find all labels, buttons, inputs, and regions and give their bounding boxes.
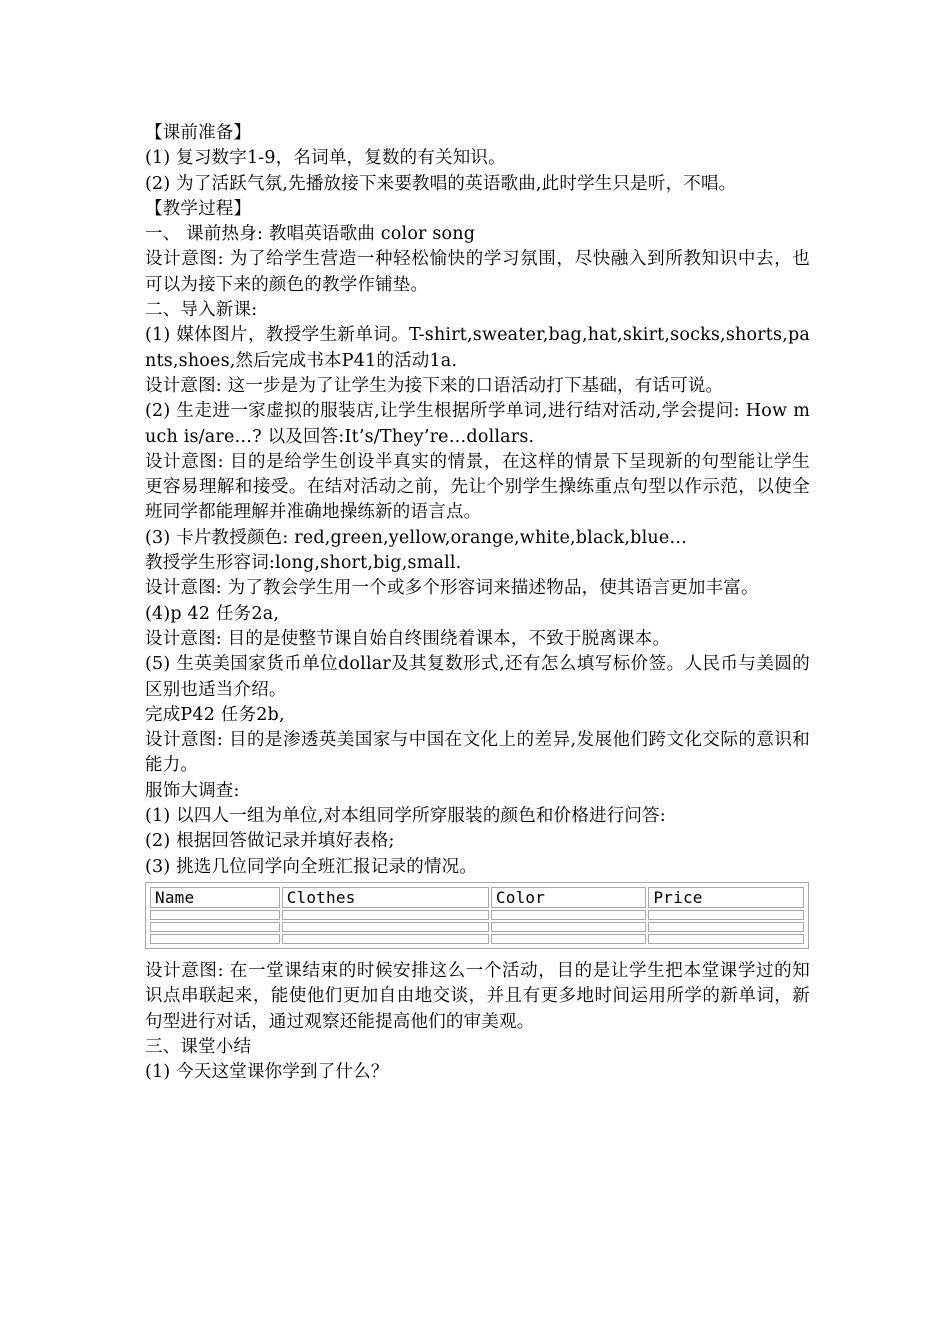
table-cell [648,934,804,944]
table-cell [150,922,280,932]
table-header-row [150,887,804,908]
survey-step: (1) 以四人一组为单位,对本组同学所穿服装的颜色和价格进行问答: [145,806,666,827]
prep-heading: 【课前准备】 [145,123,252,143]
table-cell [491,934,647,944]
table-cell [150,910,280,920]
survey-step: (2) 根据回答做记录并填好表格; [145,831,395,852]
design-intent: 设计意图: 为了教会学生用一个或多个形容词来描述物品，使其语言更加丰富。 [145,578,759,599]
table-cell [282,934,489,944]
section-title: 三、课堂小结 [145,1036,252,1057]
survey-title: 服饰大调查: [145,780,240,801]
table-cell [282,910,489,920]
design-intent: 设计意图: 目的是渗透英美国家与中国在文化上的差异,发展他们跨文化交际的意识和能力。 [145,730,810,776]
step-item: (2) 生走进一家虚拟的服装店,让学生根据所学单词,进行结对活动,学会提问: How much is/are…? 以及回答:It’s/They’re…dollars. [145,401,810,447]
step-item: (1) 媒体图片，教授学生新单词。T-shirt,sweater,bag,hat,skirt,socks,shorts,pants,shoes,然后完成书本P41的活动1a. [145,325,810,371]
table-header-color: Color [491,887,647,908]
survey-step: (3) 挑选几位同学向全班汇报记录的情况。 [145,856,478,877]
table-row [150,934,804,944]
step-item: (4)p 42 任务2a, [145,603,280,624]
step-item: 完成P42 任务2b, [145,704,285,725]
table-row [150,922,804,932]
prep-item: (2) 为了活跃气氛,先播放接下来要教唱的英语歌曲,此时学生只是听，不唱。 [145,173,737,194]
design-intent: 设计意图: 在一堂课结束的时候安排这么一个活动，目的是让学生把本堂课学过的知识点串联起来，能使他们更加自由地交谈，并且有更多地时间运用所学的新单词，新句型进行对话，通过观察还能提高他们的审美观。 [145,960,810,1032]
section-title: 二、导入新课: [145,300,258,321]
design-intent: 设计意图: 为了给学生营造一种轻松愉快的学习氛围，尽快融入到所教知识中去，也可以为接下来的颜色的教学作铺垫。 [145,249,810,295]
step-item: (5) 生英美国家货币单位dollar及其复数形式,还有怎么填写标价签。人民币与美圆的区别也适当介绍。 [145,654,810,700]
table-cell [150,934,280,944]
survey-table [145,882,809,949]
process-heading: 【教学过程】 [145,198,252,219]
warmup-line: 一、 课前热身: 教唱英语歌曲 color song [145,224,476,245]
design-intent: 设计意图: 目的是给学生创设半真实的情景，在这样的情景下呈现新的句型能让学生更容易理解和接受。在结对活动之前，先让个别学生操练重点句型以作示范，以使全班同学都能理解并准确地操练新的语言点。 [145,451,810,523]
table-cell [491,910,647,920]
step-item: 教授学生形容词:long,short,big,small. [145,553,462,574]
table-header-price: Price [648,887,804,908]
table-row [150,910,804,920]
table-cell [491,922,647,932]
table-cell [648,910,804,920]
summary-question: (1) 今天这堂课你学到了什么？ [145,1062,389,1083]
design-intent: 设计意图: 这一步是为了让学生为接下来的口语活动打下基础，有话可说。 [145,375,724,396]
step-item: (3) 卡片教授颜色: red,green,yellow,orange,white,black,blue… [145,527,688,548]
table-header-clothes: Clothes [282,887,489,908]
table-cell [282,922,489,932]
document-body [145,121,810,1085]
table-cell [648,922,804,932]
table-header-name: Name [150,887,280,908]
prep-item: (1) 复习数字1-9，名词单，复数的有关知识。 [145,148,506,169]
design-intent: 设计意图: 目的是使整节课自始自终围绕着课本，不致于脱离课本。 [145,628,671,649]
